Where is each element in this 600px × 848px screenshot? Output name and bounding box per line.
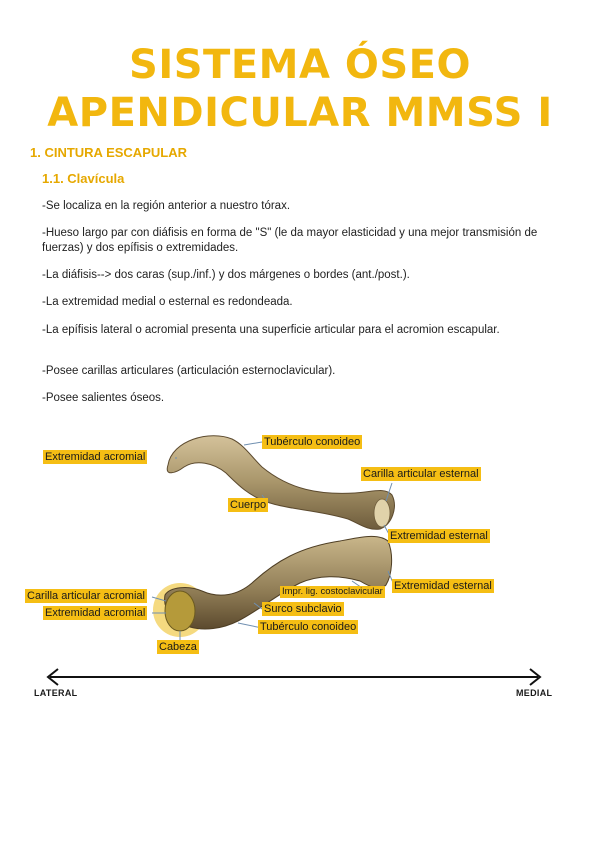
label-tuberculo-conoideo-bottom: Tubérculo conoideo [260,621,357,633]
page-title-line1: SISTEMA ÓSEO [129,42,471,88]
paragraph-4: -La extremidad medial o esternal es redondeada. [42,296,293,308]
page-title-line2: APENDICULAR MMSS I [47,90,553,136]
clavicle-superior-bone [167,436,394,530]
axis-label-lateral: LATERAL [34,688,78,698]
paragraph-6: -Posee carillas articulares (articulación esternoclavicular). [42,365,336,377]
paragraph-2: -Hueso largo par con diáfisis en forma de "S" (le da mayor elasticidad y una mejor transmisión de fuerzas) y dos epífisis o extremidades. [42,227,538,254]
subsection-heading: 1.1. Clavícula [42,171,125,186]
label-cuerpo: Cuerpo [230,499,267,511]
paragraph-3: -La diáfisis--> dos caras (sup./inf.) y dos márgenes o bordes (ant./post.). [42,269,410,281]
paragraph-7: -Posee salientes óseos. [42,392,165,404]
label-cabeza: Cabeza [159,641,197,653]
acromial-head [165,591,195,631]
label-surco-subclavio: Surco subclavio [264,603,342,615]
section-heading: 1. CINTURA ESCAPULAR [30,145,187,160]
label-extremidad-acromial-bottom: Extremidad acromial [45,607,146,619]
label-carilla-articular-acromial: Carilla articular acromial [27,590,145,602]
label-impr-lig-costoclavicular: Impr. lig. costoclavicular [282,586,383,597]
label-extremidad-acromial-top: Extremidad acromial [45,451,146,463]
label-extremidad-esternal-top: Extremidad esternal [390,530,488,542]
axis-label-medial: MEDIAL [516,688,553,698]
label-extremidad-esternal-bottom: Extremidad esternal [394,580,492,592]
paragraph-1: -Se localiza en la región anterior a nuestro tórax. [42,200,291,212]
label-carilla-articular-esternal: Carilla articular esternal [363,468,479,480]
paragraph-5: -La epífisis lateral o acromial presenta una superficie articular para el acromion escapular. [42,324,500,336]
sternal-facet-top [374,499,390,527]
label-tuberculo-conoideo-top: Tubérculo conoideo [264,436,361,448]
